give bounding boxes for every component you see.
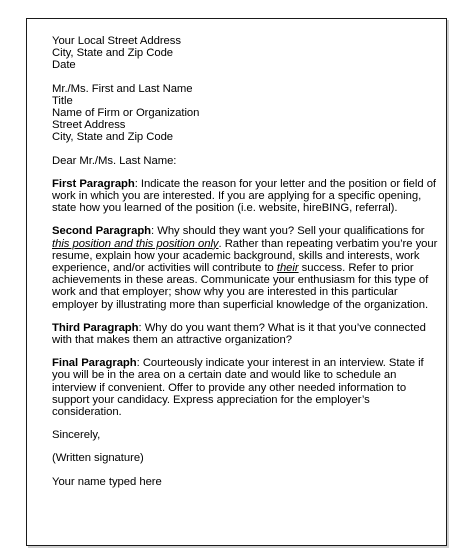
third-paragraph-line-1 <box>52 322 442 334</box>
third-paragraph <box>52 322 442 346</box>
second-paragraph-line-3: resume, explain how your academic background, skills and interests, work <box>52 249 420 262</box>
first-paragraph-line-1 <box>52 178 442 190</box>
emphasis-this-position: this position and this position only <box>52 237 219 250</box>
recipient-firm: Name of Firm or Organization <box>52 107 200 120</box>
final-paragraph-line-5: consideration. <box>52 406 122 419</box>
first-paragraph-line-2: work in which you are interested. If you are applying for a specific opening, <box>52 190 422 203</box>
recipient-city-state-zip: City, State and Zip Code <box>52 131 174 144</box>
second-paragraph <box>52 225 442 310</box>
final-paragraph <box>52 357 442 418</box>
second-paragraph-text: : Why should they want you? Sell your qualifications for <box>151 225 425 238</box>
second-paragraph-line-1 <box>52 225 442 237</box>
second-paragraph-line-2-rest: . Rather than repeating verbatim you’re your <box>218 237 438 250</box>
emphasis-their: their <box>276 262 299 275</box>
signature <box>52 452 442 464</box>
sender-address <box>52 35 442 72</box>
second-paragraph-line-4-end: success. Refer to prior <box>298 262 414 275</box>
third-paragraph-line-2: with that makes them an attractive organization? <box>52 334 292 347</box>
final-paragraph-line-2: you will be in the area on a certain date and would like to schedule an <box>52 369 397 382</box>
third-paragraph-text: : Why do you want them? What is it that you’ve connected <box>138 321 426 334</box>
second-paragraph-label: Second Paragraph <box>52 225 152 238</box>
final-paragraph-text: : Courteously indicate your interest in an interview. State if <box>136 357 424 370</box>
recipient-title: Title <box>52 94 73 107</box>
final-paragraph-label: Final Paragraph <box>52 357 137 370</box>
second-paragraph-line-5: achievements in these areas. Communicate your enthusiasm for this type of <box>52 274 429 287</box>
second-paragraph-line-2 <box>52 238 442 250</box>
first-paragraph-label: First Paragraph <box>52 177 135 190</box>
final-paragraph-line-1 <box>52 357 442 369</box>
typed-name <box>52 476 442 488</box>
sender-street: Your Local Street Address <box>52 35 181 47</box>
second-paragraph-line-4 <box>52 262 442 274</box>
recipient-street: Street Address <box>52 119 126 132</box>
salutation-text: Dear Mr./Ms. Last Name: <box>52 154 177 167</box>
first-paragraph <box>52 178 442 215</box>
letter-page <box>26 18 447 546</box>
final-paragraph-line-4: support your candidacy. Express appreciation for the employer’s <box>52 393 370 406</box>
salutation <box>52 155 442 167</box>
final-paragraph-line-3: interview if convenient. Offer to provide any other needed information to <box>52 381 407 394</box>
recipient-name: Mr./Ms. First and Last Name <box>52 82 193 95</box>
first-paragraph-line-3: state how you learned of the position (i.e. website, hireBING, referral). <box>52 202 398 215</box>
signature-placeholder: (Written signature) <box>52 452 144 465</box>
second-paragraph-line-7: employer by illustrating more than superficial knowledge of the organization. <box>52 298 429 311</box>
sender-city-state-zip: City, State and Zip Code <box>52 47 174 60</box>
recipient-address <box>52 83 442 144</box>
typed-name-text: Your name typed here <box>52 475 162 488</box>
closing <box>52 429 442 441</box>
second-paragraph-line-6: work and that employer; show why you are interested in this particular <box>52 286 398 299</box>
closing-text: Sincerely, <box>52 429 101 442</box>
second-paragraph-line-4-start: experience, and/or activities will contribute to <box>52 262 277 275</box>
letter-date: Date <box>52 59 76 72</box>
third-paragraph-label: Third Paragraph <box>52 321 139 334</box>
letter-body <box>52 35 442 488</box>
first-paragraph-text: : Indicate the reason for your letter and the position or field of <box>134 177 437 190</box>
